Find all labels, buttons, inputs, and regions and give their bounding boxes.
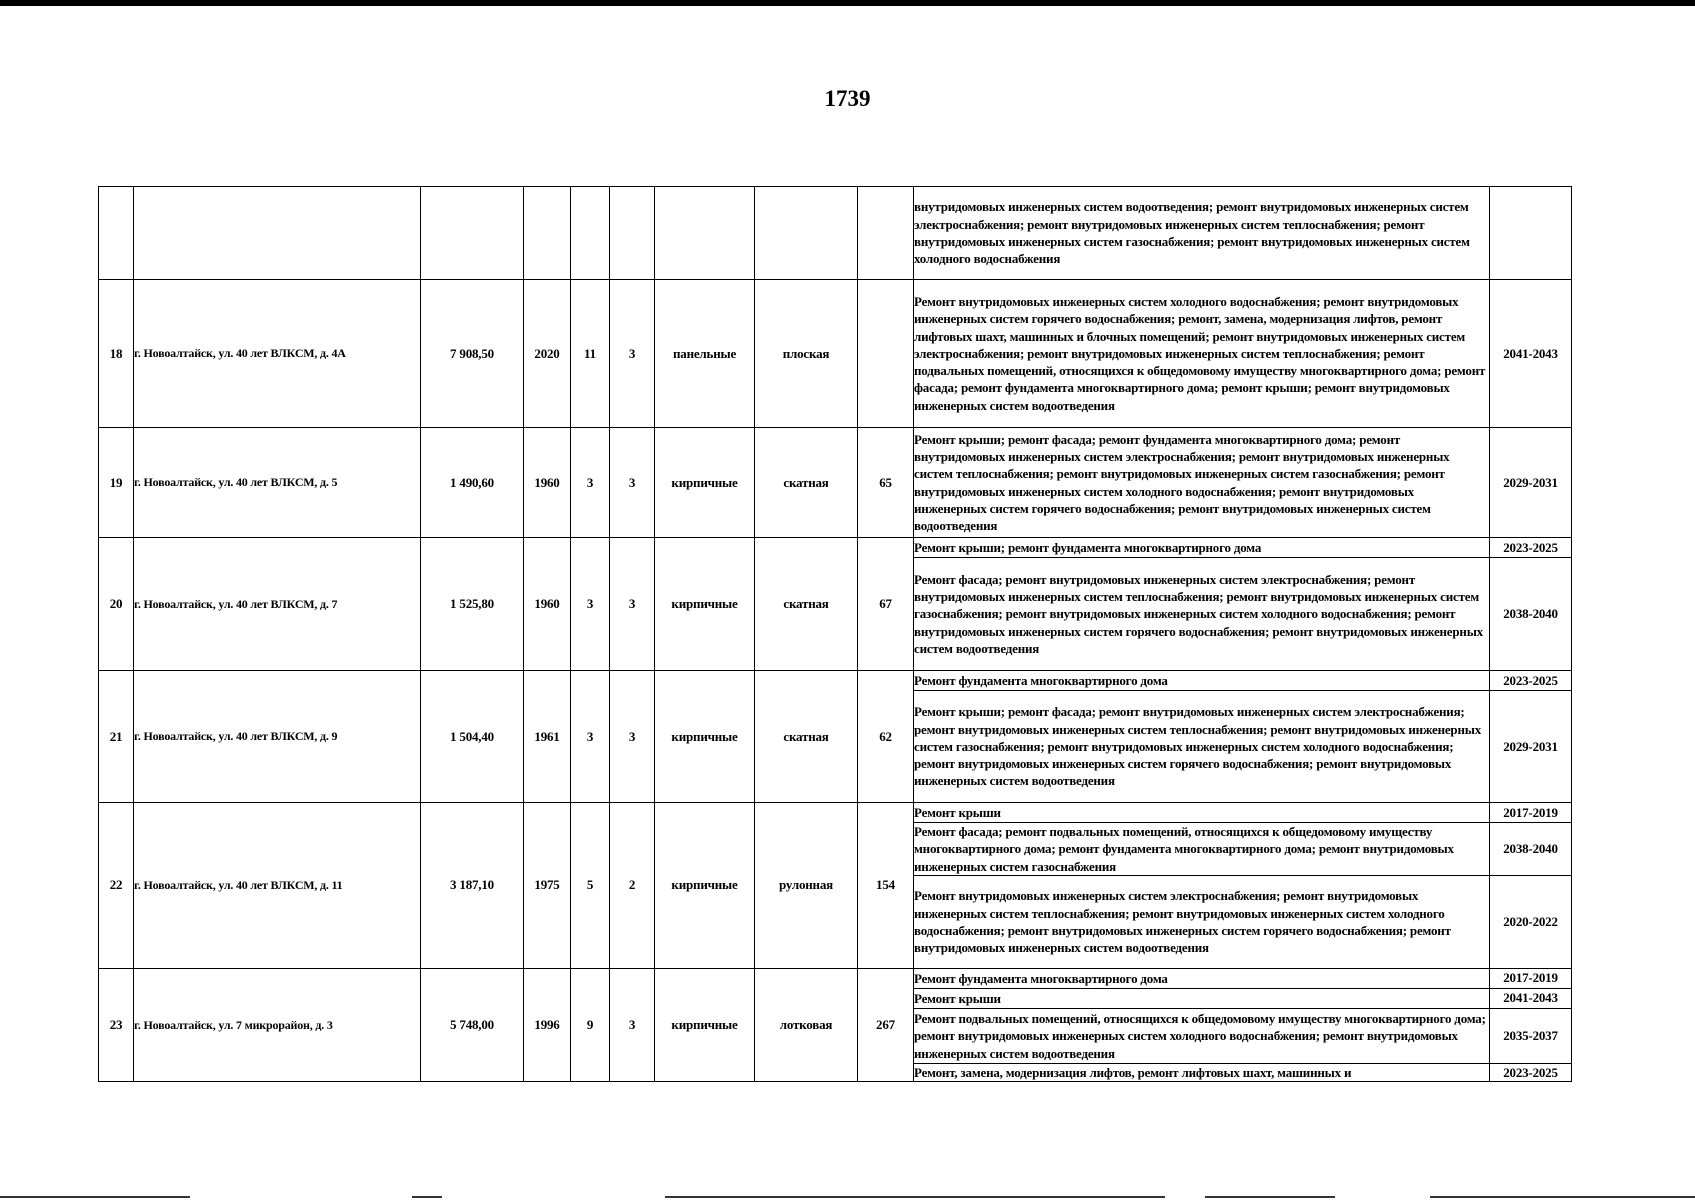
cell-residents: 154 — [858, 803, 914, 969]
table-row — [99, 428, 1572, 538]
cell-roof-type: рулонная — [755, 803, 858, 969]
cell-area — [421, 187, 524, 280]
cell-year: 2020 — [524, 280, 571, 428]
cell-repair-works: Ремонт фундамента многоквартирного дома — [914, 968, 1490, 988]
cell-repair-period: 2038-2040 — [1490, 558, 1572, 671]
cell-wall-material — [655, 187, 755, 280]
cell-number — [99, 187, 134, 280]
cell-roof-type — [755, 187, 858, 280]
cell-wall-material: панельные — [655, 280, 755, 428]
cell-repair-works: Ремонт фасада; ремонт подвальных помещений, относящихся к общедомовому имуществу многоквартирного дома; ремонт фундамента многоквартирного дома; ремонт внутридомовых инженерных систем газоснабжения — [914, 823, 1490, 876]
cell-floors: 9 — [571, 968, 610, 1081]
cell-repair-period — [1490, 187, 1572, 280]
top-border — [0, 0, 1695, 6]
cell-residents — [858, 280, 914, 428]
cell-wall-material: кирпичные — [655, 968, 755, 1081]
cell-area: 3 187,10 — [421, 803, 524, 969]
cell-repair-works: Ремонт подвальных помещений, относящихся к общедомовому имуществу многоквартирного дома; ремонт внутридомовых инженерных систем холодного водоснабжения; ремонт внутридомовых инженерных систем водоотведения — [914, 1008, 1490, 1063]
cell-area: 1 525,80 — [421, 538, 524, 671]
cell-year: 1961 — [524, 671, 571, 803]
bottom-edge-line — [0, 1196, 190, 1198]
cell-entrances: 3 — [610, 671, 655, 803]
cell-repair-works: Ремонт крыши; ремонт фундамента многоквартирного дома — [914, 538, 1490, 558]
cell-floors: 5 — [571, 803, 610, 969]
table-row — [99, 280, 1572, 428]
cell-floors: 3 — [571, 538, 610, 671]
cell-repair-works: Ремонт крыши — [914, 803, 1490, 823]
cell-residents: 67 — [858, 538, 914, 671]
cell-residents: 267 — [858, 968, 914, 1081]
cell-entrances: 3 — [610, 538, 655, 671]
cell-address: г. Новоалтайск, ул. 40 лет ВЛКСМ, д. 4А — [134, 280, 421, 428]
cell-number: 18 — [99, 280, 134, 428]
cell-year — [524, 187, 571, 280]
cell-repair-period: 2041-2043 — [1490, 988, 1572, 1008]
cell-residents: 65 — [858, 428, 914, 538]
cell-residents: 62 — [858, 671, 914, 803]
bottom-edge-line — [1205, 1196, 1335, 1198]
cell-repair-works: Ремонт фасада; ремонт внутридомовых инженерных систем электроснабжения; ремонт внутридомовых инженерных систем теплоснабжения; ремонт внутридомовых инженерных систем газоснабжения; ремонт внутридомовых инженерных систем холодного водоснабжения; ремонт внутридомовых инженерных систем горячего водоснабжения; ремонт внутридомовых инженерных систем водоотведения — [914, 558, 1490, 671]
cell-area: 1 504,40 — [421, 671, 524, 803]
cell-floors: 11 — [571, 280, 610, 428]
cell-wall-material: кирпичные — [655, 538, 755, 671]
cell-repair-works: Ремонт, замена, модернизация лифтов, ремонт лифтовых шахт, машинных и — [914, 1063, 1490, 1081]
cell-repair-works: Ремонт фундамента многоквартирного дома — [914, 671, 1490, 691]
cell-repair-works: Ремонт крыши; ремонт фасада; ремонт внутридомовых инженерных систем электроснабжения; ремонт внутридомовых инженерных систем теплоснабжения; ремонт внутридомовых инженерных систем газоснабжения; ремонт внутридомовых инженерных систем холодного водоснабжения; ремонт внутридомовых инженерных систем горячего водоснабжения; ремонт внутридомовых инженерных систем водоотведения — [914, 691, 1490, 803]
cell-wall-material: кирпичные — [655, 803, 755, 969]
housing-repair-table — [98, 186, 1572, 1082]
cell-roof-type: скатная — [755, 671, 858, 803]
cell-area: 7 908,50 — [421, 280, 524, 428]
cell-year: 1996 — [524, 968, 571, 1081]
cell-entrances: 3 — [610, 280, 655, 428]
cell-floors — [571, 187, 610, 280]
cell-repair-period: 2038-2040 — [1490, 823, 1572, 876]
cell-year: 1960 — [524, 428, 571, 538]
cell-address: г. Новоалтайск, ул. 40 лет ВЛКСМ, д. 11 — [134, 803, 421, 969]
bottom-edge-line — [1430, 1196, 1695, 1198]
cell-roof-type: скатная — [755, 428, 858, 538]
cell-repair-period: 2020-2022 — [1490, 875, 1572, 968]
cell-residents — [858, 187, 914, 280]
cell-wall-material: кирпичные — [655, 671, 755, 803]
table-row — [99, 968, 1572, 988]
cell-floors: 3 — [571, 428, 610, 538]
cell-repair-period: 2017-2019 — [1490, 803, 1572, 823]
cell-number: 22 — [99, 803, 134, 969]
cell-area: 1 490,60 — [421, 428, 524, 538]
table-row — [99, 538, 1572, 558]
bottom-edge-line — [665, 1196, 1165, 1198]
cell-roof-type: скатная — [755, 538, 858, 671]
cell-entrances: 3 — [610, 428, 655, 538]
cell-repair-period: 2017-2019 — [1490, 968, 1572, 988]
cell-entrances — [610, 187, 655, 280]
cell-number: 21 — [99, 671, 134, 803]
cell-entrances: 3 — [610, 968, 655, 1081]
cell-number: 19 — [99, 428, 134, 538]
bottom-edge-line — [412, 1196, 442, 1198]
cell-address: г. Новоалтайск, ул. 7 микрорайон, д. 3 — [134, 968, 421, 1081]
cell-address: г. Новоалтайск, ул. 40 лет ВЛКСМ, д. 5 — [134, 428, 421, 538]
cell-repair-works: Ремонт внутридомовых инженерных систем холодного водоснабжения; ремонт внутридомовых инженерных систем горячего водоснабжения; ремонт, замена, модернизация лифтов, ремонт лифтовых шахт, машинных и блочных помещений; ремонт внутридомовых инженерных систем электроснабжения; ремонт внутридомовых инженерных систем теплоснабжения; ремонт подвальных помещений, относящихся к общедомовому имуществу многоквартирного дома; ремонт фасада; ремонт фундамента многоквартирного дома; ремонт крыши; ремонт внутридомовых инженерных систем водоотведения — [914, 280, 1490, 428]
cell-repair-period: 2023-2025 — [1490, 1063, 1572, 1081]
table-row — [99, 803, 1572, 823]
cell-address: г. Новоалтайск, ул. 40 лет ВЛКСМ, д. 9 — [134, 671, 421, 803]
cell-repair-period: 2023-2025 — [1490, 671, 1572, 691]
cell-floors: 3 — [571, 671, 610, 803]
cell-number: 23 — [99, 968, 134, 1081]
cell-repair-works: Ремонт крыши; ремонт фасада; ремонт фундамента многоквартирного дома; ремонт внутридомовых инженерных систем электроснабжения; ремонт внутридомовых инженерных систем теплоснабжения; ремонт внутридомовых инженерных систем газоснабжения; ремонт внутридомовых инженерных систем холодного водоснабжения; ремонт внутридомовых инженерных систем горячего водоснабжения; ремонт внутридомовых инженерных систем водоотведения — [914, 428, 1490, 538]
cell-area: 5 748,00 — [421, 968, 524, 1081]
cell-repair-period: 2023-2025 — [1490, 538, 1572, 558]
cell-year: 1960 — [524, 538, 571, 671]
cell-repair-period: 2035-2037 — [1490, 1008, 1572, 1063]
cell-repair-works: внутридомовых инженерных систем водоотведения; ремонт внутридомовых инженерных систем электроснабжения; ремонт внутридомовых инженерных систем теплоснабжения; ремонт внутридомовых инженерных систем газоснабжения; ремонт внутридомовых инженерных систем холодного водоснабжения — [914, 187, 1490, 280]
cell-year: 1975 — [524, 803, 571, 969]
table-row — [99, 671, 1572, 691]
page-number: 1739 — [824, 86, 871, 111]
cell-roof-type: лотковая — [755, 968, 858, 1081]
cell-repair-period: 2029-2031 — [1490, 428, 1572, 538]
cell-entrances: 2 — [610, 803, 655, 969]
cell-wall-material: кирпичные — [655, 428, 755, 538]
table-row — [99, 187, 1572, 280]
cell-address: г. Новоалтайск, ул. 40 лет ВЛКСМ, д. 7 — [134, 538, 421, 671]
cell-repair-period: 2029-2031 — [1490, 691, 1572, 803]
cell-number: 20 — [99, 538, 134, 671]
cell-repair-works: Ремонт крыши — [914, 988, 1490, 1008]
cell-address — [134, 187, 421, 280]
cell-repair-period: 2041-2043 — [1490, 280, 1572, 428]
cell-roof-type: плоская — [755, 280, 858, 428]
cell-repair-works: Ремонт внутридомовых инженерных систем электроснабжения; ремонт внутридомовых инженерных систем теплоснабжения; ремонт внутридомовых инженерных систем холодного водоснабжения; ремонт внутридомовых инженерных систем горячего водоснабжения; ремонт внутридомовых инженерных систем водоотведения — [914, 875, 1490, 968]
